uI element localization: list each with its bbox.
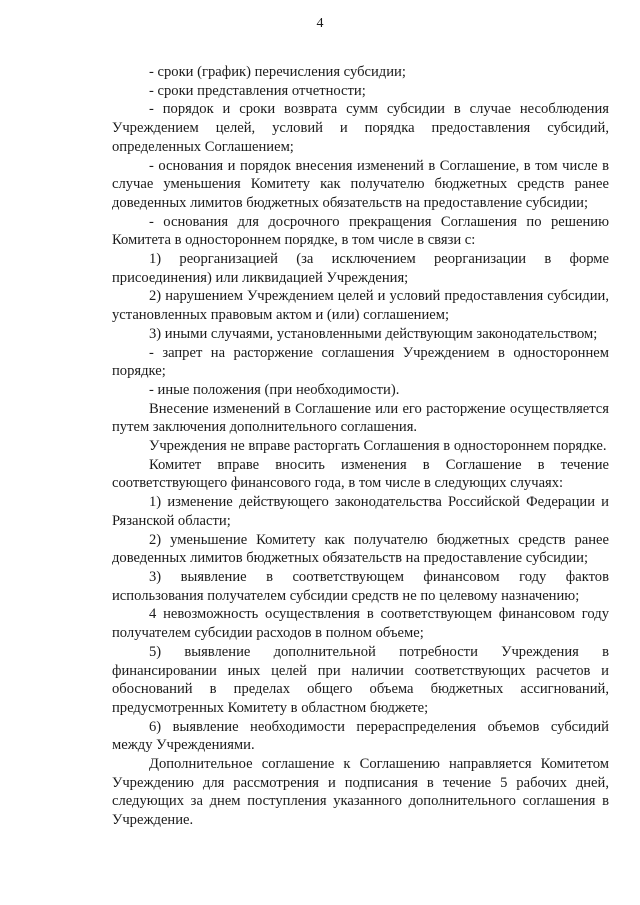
paragraph-early-termination: - основания для досрочного прекращения Соглашения по решению Комитета в одностороннем порядке, в том числе в связи с: xyxy=(112,213,609,249)
paragraph-amendment-method: Внесение изменений в Соглашение или его расторжение осуществляется путем заключения дополнительного соглашения. xyxy=(112,400,609,436)
paragraph-committee-rights: Комитет вправе вносить изменения в Соглашение в течение соответствующего финансового года, в том числе в следующих случаях: xyxy=(112,456,609,492)
paragraph-other-provisions: - иные положения (при необходимости). xyxy=(149,381,400,398)
list-item-impossibility: 4 невозможность осуществления в соответствующем финансовом году получателем субсидии расходов в полном объеме; xyxy=(112,606,609,642)
paragraph-reporting-deadlines: - сроки представления отчетности; xyxy=(149,82,366,99)
document-body xyxy=(112,63,609,830)
paragraph-unilateral-ban: - запрет на расторжение соглашения Учреждением в одностороннем порядке; xyxy=(112,344,609,380)
list-item-additional-need: 5) выявление дополнительной потребности Учреждения в финансировании иных целей при наличии соответствующих расчетов и обоснований в пределах общего объема бюджетных ассигнований, предусмотренных Комитету в областном бюджете; xyxy=(112,643,609,716)
list-item-limits-reduction: 2) уменьшение Комитету как получателю бюджетных средств ранее доведенных лимитов бюджетных обязательств на предоставление субсидии; xyxy=(112,531,609,567)
list-item-violation: 2) нарушением Учреждением целей и условий предоставления субсидии, установленных правовым актом и (или) соглашением; xyxy=(112,288,609,324)
list-item-redistribution: 6) выявление необходимости перераспределения объемов субсидий между Учреждениями. xyxy=(112,718,609,754)
list-item-legislation-change: 1) изменение действующего законодательства Российской Федерации и Рязанской области; xyxy=(112,494,609,529)
paragraph-refund-procedure: - порядок и сроки возврата сумм субсидии в случае несоблюдения Учреждением целей, условий и порядка предоставления субсидий, определенных Соглашением; xyxy=(112,101,609,155)
paragraph-payment-schedule: - сроки (график) перечисления субсидии; xyxy=(149,64,406,80)
list-item-other-cases: 3) иными случаями, установленными действующим законодательством; xyxy=(149,325,598,342)
list-item-reorganization: 1) реорганизацией (за исключением реорганизации в форме присоединения) или ликвидацией Учреждения; xyxy=(112,251,609,286)
paragraph-institution-restriction: Учреждения не вправе расторгать Соглашения в одностороннем порядке. xyxy=(149,438,607,455)
page-number: 4 xyxy=(316,16,324,31)
paragraph-supplementary-agreement: Дополнительное соглашение к Соглашению направляется Комитетом Учреждению для рассмотрения и подписания в течение 5 рабочих дней, следующих за днем поступления указанного дополнительного соглашения в Учреждение. xyxy=(112,756,609,829)
paragraph-amendment-grounds: - основания и порядок внесения изменений в Соглашение, в том числе в случае уменьшения Комитету как получателю бюджетных средств ранее доведенных лимитов бюджетных обязательств на предоставление субсидии; xyxy=(112,157,609,211)
list-item-misuse: 3) выявление в соответствующем финансовом году фактов использования получателем субсидии средств не по целевому назначению; xyxy=(112,568,609,604)
